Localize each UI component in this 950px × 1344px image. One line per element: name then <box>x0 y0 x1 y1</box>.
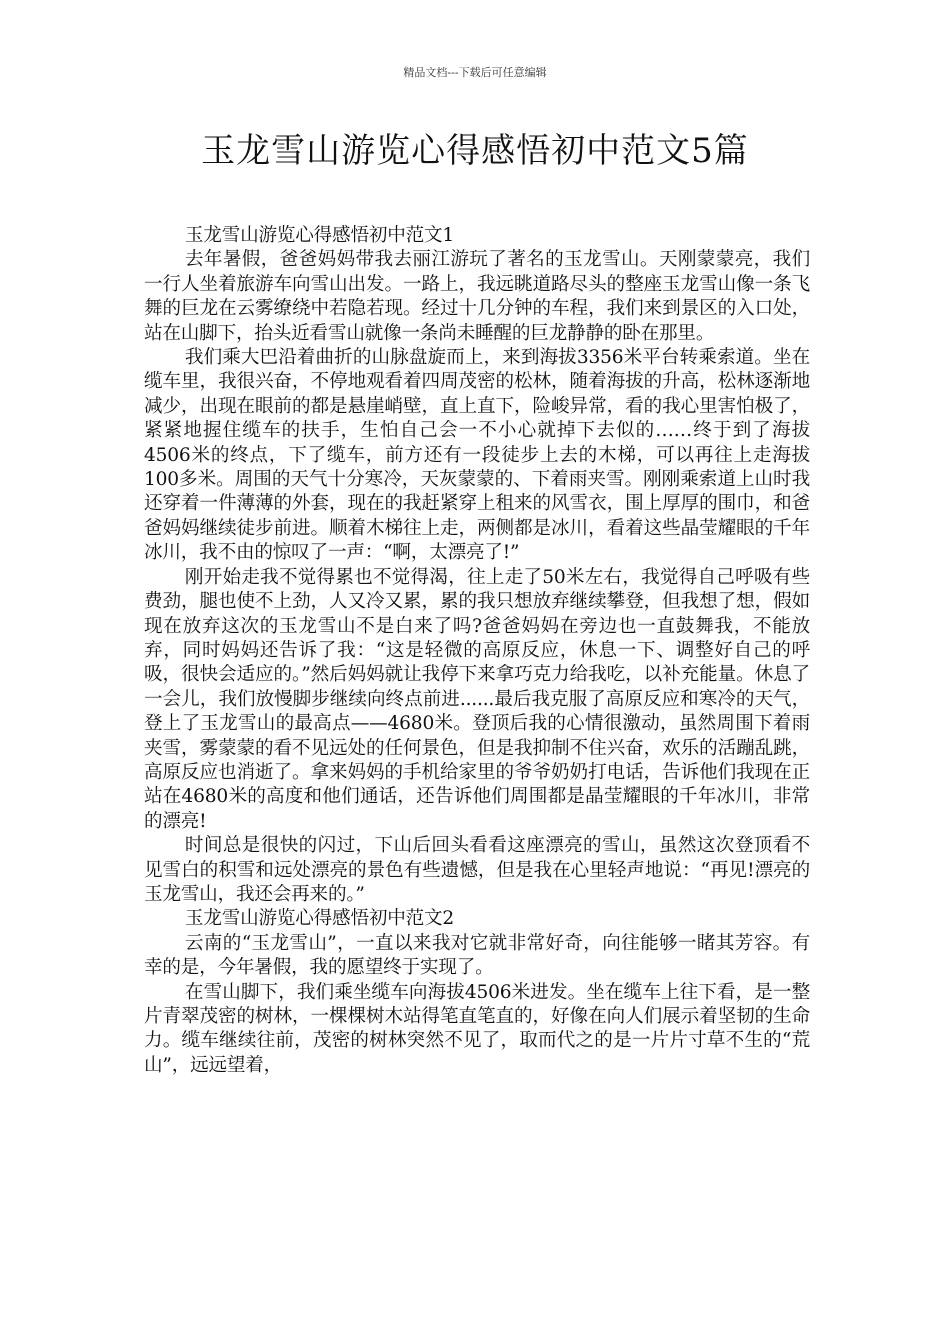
section-heading-2: 玉龙雪山游览心得感悟初中范文2 <box>184 908 455 930</box>
document-title: 玉龙雪山游览心得感悟初中范文5篇 <box>201 131 749 171</box>
paragraph: 云南的“玉龙雪山”，一直以来我对它就非常好奇，向往能够一睹其芳容。有幸的是，今年暑假，我的愿望终于实现了。 <box>144 932 810 979</box>
page-header: 精品文档---下载后可任意编辑 <box>403 66 547 79</box>
document-body <box>144 224 810 1078</box>
paragraph: 刚开始走我不觉得累也不觉得渴，往上走了50米左右，我觉得自己呼吸有些费劲，腿也使不上劲，人又冷又累，累的我只想放弃继续攀登，但我想了想，假如现在放弃这次的玉龙雪山不是白来了吗?爸爸妈妈在旁边也一直鼓舞我，不能放弃，同时妈妈还告诉了我：“这是轻微的高原反应，休息一下、调整好自己的呼吸，很快会适应的。”然后妈妈就让我停下来拿巧克力给我吃，以补充能量。休息了一会儿，我们放慢脚步继续向终点前进......最后我克服了高原反应和寒冷的天气，登上了玉龙雪山的最高点——4680米。登顶后我的心情很激动，虽然周围下着雨夹雪，雾蒙蒙的看不见远处的任何景色，但是我抑制不住兴奋，欢乐的活蹦乱跳，高原反应也消逝了。拿来妈妈的手机给家里的爷爷奶奶打电话，告诉他们我现在正站在4680米的高度和他们通话，还告诉他们周围都是晶莹耀眼的千年冰川，非常的漂亮! <box>144 566 810 832</box>
paragraph: 我们乘大巴沿着曲折的山脉盘旋而上，来到海拔3356米平台转乘索道。坐在缆车里，我很兴奋，不停地观看着四周茂密的松林，随着海拔的升高，松林逐渐地减少，出现在眼前的都是悬崖峭壁，直上直下，险峻异常，看的我心里害怕极了，紧紧地握住缆车的扶手，生怕自己会一不小心就掉下去似的……终于到了海拔4506米的终点，下了缆车，前方还有一段徒步上去的木梯，可以再往上走海拔100多米。周围的天气十分寒冷，天灰蒙蒙的、下着雨夹雪。刚刚乘索道上山时我还穿着一件薄薄的外套，现在的我赶紧穿上租来的风雪衣，围上厚厚的围巾，和爸爸妈妈继续徒步前进。顺着木梯往上走，两侧都是冰川，看着这些晶莹耀眼的千年冰川，我不由的惊叹了一声：“啊，太漂亮了!” <box>144 347 810 564</box>
paragraph: 时间总是很快的闪过，下山后回头看看这座漂亮的雪山，虽然这次登顶看不见雪白的积雪和远处漂亮的景色有些遗憾，但是我在心里轻声地说：“再见!漂亮的玉龙雪山，我还会再来的。” <box>144 835 810 905</box>
paragraph: 在雪山脚下，我们乘坐缆车向海拔4506米进发。坐在缆车上往下看，是一整片青翠茂密的树林，一棵棵树木站得笔直笔直的，好像在向人们展示着坚韧的生命力。缆车继续往前，茂密的树林突然不见了，取而代之的是一片片寸草不生的“荒山”，远远望着， <box>144 981 810 1076</box>
section-heading-1: 玉龙雪山游览心得感悟初中范文1 <box>184 225 455 246</box>
paragraph: 去年暑假，爸爸妈妈带我去丽江游玩了著名的玉龙雪山。天刚蒙蒙亮，我们一行人坐着旅游车向雪山出发。一路上，我远眺道路尽头的整座玉龙雪山像一条飞舞的巨龙在云雾缭绕中若隐若现。经过十几分钟的车程，我们来到景区的入口处，站在山脚下，抬头近看雪山就像一条尚未睡醒的巨龙静静的卧在那里。 <box>144 249 810 344</box>
